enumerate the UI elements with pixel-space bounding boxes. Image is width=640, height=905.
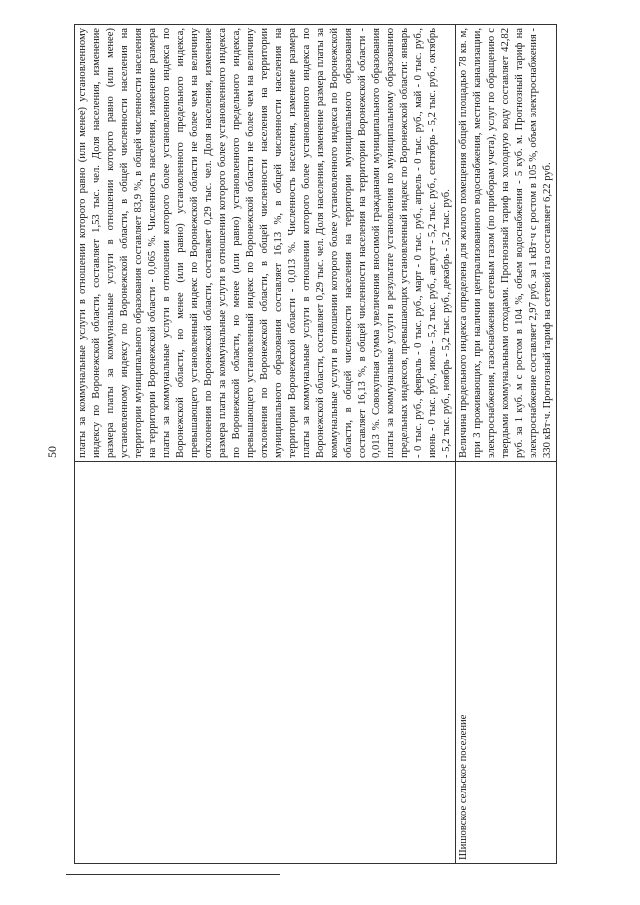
municipality-cell (75, 462, 456, 864)
description-text: Величина предельного индекса определена для жилого помещения общей площадью 78 кв. м, при 3 проживающих, при наличии централизованного водоснабжения, местной канализации, электроснабжения, газоснабжения сетевым газом (по приборам учета), услуг по обращению с твердыми коммунальными отходами. Прогнозный тариф на холодную воду составляет 42,82 руб. за 1 куб. м с ростом в 104 %, объем водоснабжения - 5 куб. м. Прогнозный тариф на электроснабжение составляет 2,97 руб. за 1 кВт·ч с ростом в 105 %, объем электроснабжения - 330 кВт·ч. Прогнозный тариф на сетевой газ составляет 6,22 руб. (458, 28, 553, 458)
rotated-page-content (74, 28, 593, 864)
tariff-table (74, 24, 557, 864)
footer-divider (66, 874, 280, 875)
landscape-table-container (74, 28, 593, 864)
description-cell (456, 25, 557, 462)
description-text: платы за коммунальные услуги в отношении которого равно (или менее) установленному индексу по Воронежской области, составляет 1,53 тыс. чел. Доля населения, изменение размера платы за коммунальные услуги в отношении которого равно (или менее) установленному индексу по Воронежской области, в общей численности населения на территории муниципального образования составляет 83,9 %, в общей численности населения на территории Воронежской области - 0,065 %. Численность населения, изменение размера платы за коммунальные услуги в отношении которого более установленного индекса по Воронежской области, но менее (или равно) установленного предельного индекса, превышающего установленный индекс по Воронежской области не более чем на величину отклонения по Воронежской области, составляет 0,29 тыс. чел. Доля населения, изменение размера платы за коммунальные услуги в отношении которого более установленного индекса по Воронежской области, но менее (или равно) установленного предельного индекса, превышающего установленный индекс по Воронежской области не более чем на величину отклонения по Воронежской области, в общей численности населения на территории муниципального образования составляет 16,13 %, в общей численности населения на территории Воронежской области - 0,013 %. Численность населения, изменение размера платы за коммунальные услуги в отношении которого более установленного индекса по Воронежской области, составляет 0,29 тыс. чел. Доля населения, изменение размера платы за коммунальные услуги в отношении которого более установленного индекса по Воронежской области, в общей численности населения на территории муниципального образования составляет 16,13 %, в общей численности населения на территории Воронежской области - 0,013 %. Совокупная сумма увеличения вносимой гражданами муниципального образования платы за коммунальные услуги в результате установления по муниципальному образованию предельных индексов, превышающих установленный индекс по Воронежской области: январь - 0 тыс. руб., февраль - 0 тыс. руб., март - 0 тыс. руб., апрель - 0 тыс. руб., май - 0 тыс. руб., июнь - 0 тыс. руб., июль - 5,2 тыс. руб., август - 5,2 тыс. руб., сентябрь - 5,2 тыс. руб., октябрь - 5,2 тыс. руб., ноябрь - 5,2 тыс. руб., декабрь - 5,2 тыс. руб. (77, 28, 452, 458)
description-cell (75, 25, 456, 462)
table-row (456, 25, 557, 864)
municipality-name: Шишовское сельское поселение (458, 714, 469, 860)
page-number: 50 (45, 446, 59, 458)
municipality-cell (456, 462, 557, 864)
table-row (75, 25, 456, 864)
